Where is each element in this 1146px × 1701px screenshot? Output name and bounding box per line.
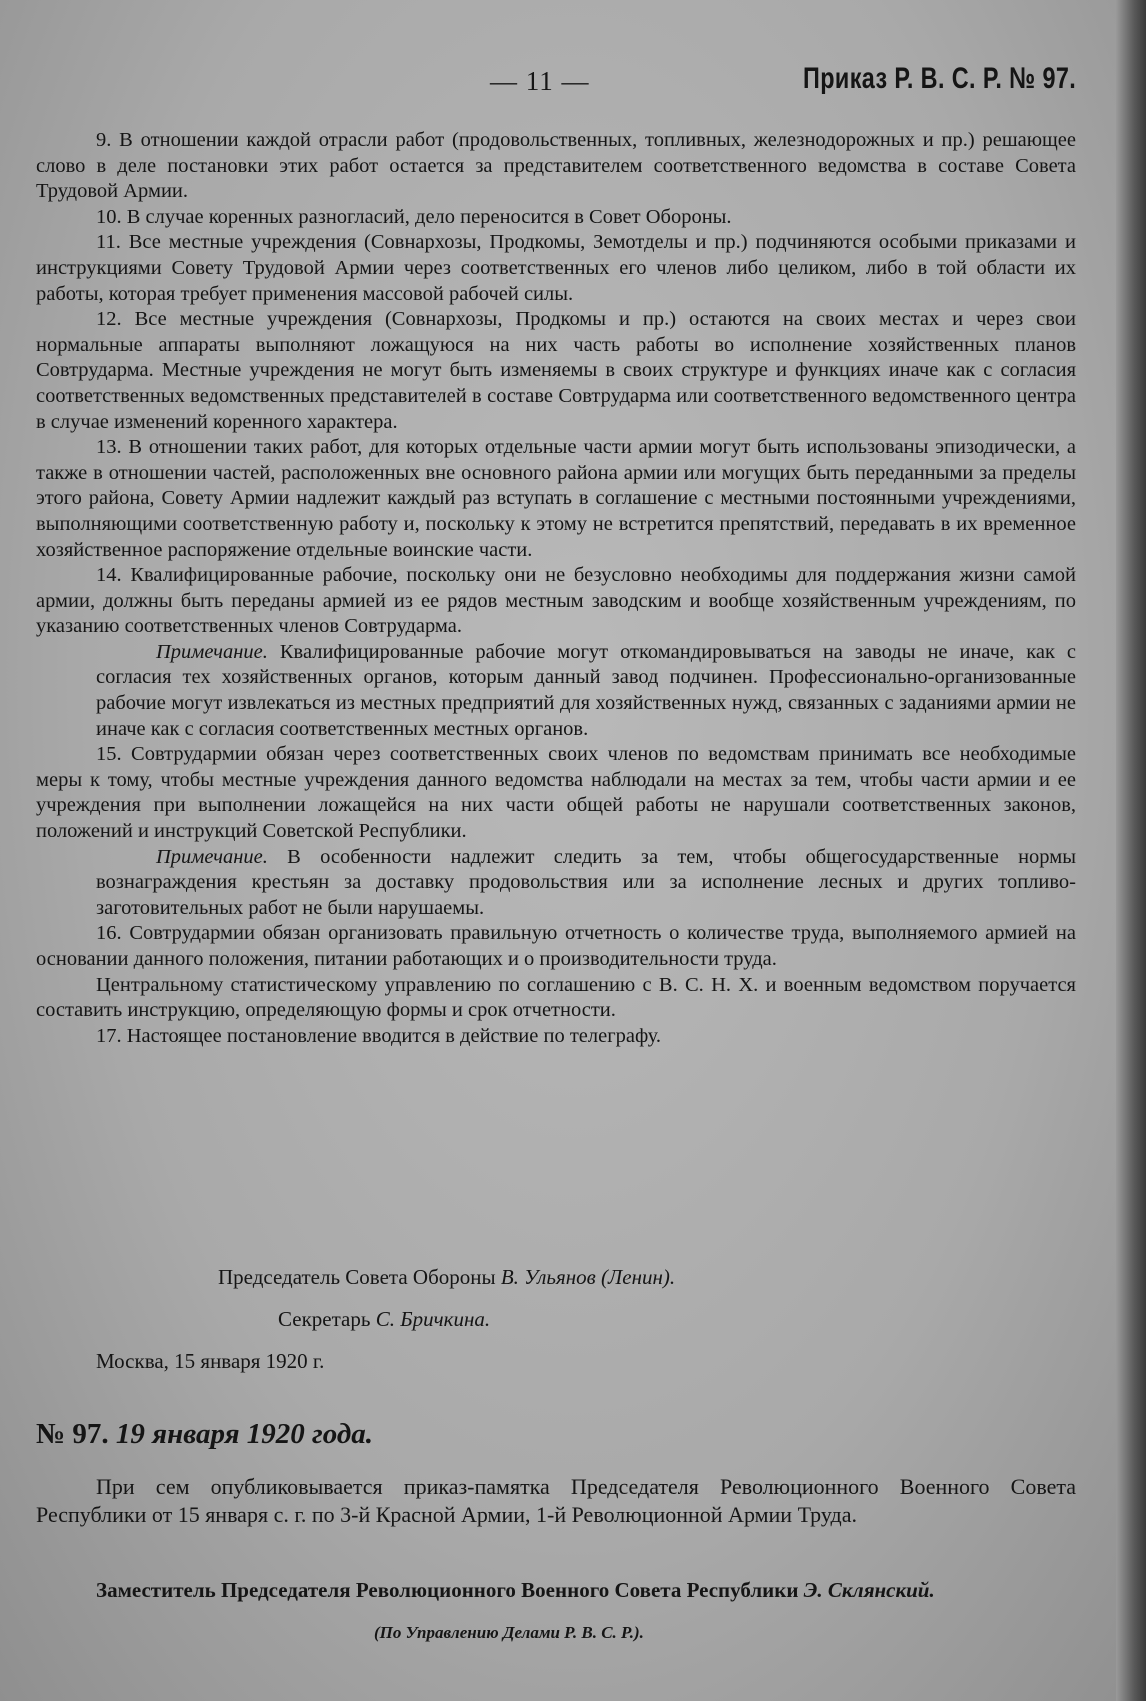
order-date: 19 января 1920 года. — [108, 1418, 373, 1450]
paragraph-14: 14. Квалифицированные рабочие, поскольку они не безусловно необходимы для поддержания жизни самой армии, должны быть переданы армией из ее рядов местным заводским и вообще хозяйственным учреждениям, по указанию соответственных членов Совтрударма. — [36, 564, 1076, 638]
chairman-name: В. Ульянов (Ленин). — [500, 1265, 676, 1289]
page-header — [0, 62, 1146, 106]
paragraph-11: 11. Все местные учреждения (Совнархозы, Продкомы, Земотделы и пр.) подчиняются особыми приказами и инструкциями Совету Трудовой Армии через соответственных его членов либо целиком, либо в той области их работы, которая требует применения массовой рабочей силы. — [36, 231, 1076, 305]
note-label: Примечание. — [156, 640, 268, 663]
place-date: Москва, 15 января 1920 г. — [96, 1349, 325, 1373]
order-number: № 97. — [36, 1418, 109, 1450]
deputy-name: Э. Склянский. — [803, 1578, 935, 1602]
order-title: Приказ Р. В. С. Р. № 97. — [802, 62, 1076, 95]
page-edge-shadow — [1116, 0, 1146, 1701]
paragraph-10: 10. В случае коренных разногласий, дело переносится в Совет Обороны. — [96, 205, 732, 228]
chairman-signature — [218, 1265, 675, 1290]
note-15 — [96, 845, 1076, 922]
paragraph-12: 12. Все местные учреждения (Совнархозы, Продкомы и пр.) остаются на своих местах и через свои нормальные аппараты выполняют ложащуюся на них часть работы во исполнение хозяйственных планов Совтрударма. Местные учреждения не могут быть изменяемы в своих структуре и функциях иначе как с согласия соответственных ведомственных представителей в составе Совтрударма или соответственного ведомственного центра в случае изменений коренного характера. — [36, 308, 1076, 433]
note-text: В особенности надлежит следить за тем, чтобы общегосударственные нормы вознаграждения крестьян за доставку продовольствия или за исполнение лесных и других топливо-заготовительных работ не были нарушаемы. — [96, 845, 1076, 919]
deputy-signature — [96, 1578, 935, 1603]
paragraph-13: 13. В отношении таких работ, для которых отдельные части армии могут быть использованы эпизодически, а также в отношении частей, расположенных вне основного района армии или могущих быть переданными за пределы этого района, Совету Армии надлежит каждый раз вступать в соглашение с местными постоянными учреждениями, выполняющими соответственную работу и, поскольку к этому не встретится препятствий, передавать в их временное хозяйственное распоряжение отдельные воинские части. — [36, 436, 1076, 561]
secretary-signature — [278, 1307, 490, 1332]
paragraph-16: 16. Совтрудармии обязан организовать правильную отчетность о количестве труда, выполняемого армией на основании данного положения, питании работающих и о производительности труда. — [36, 922, 1076, 970]
page-number: — 11 — — [490, 66, 590, 96]
paragraph-16-statistics: Центральному статистическому управлению по соглашению с В. С. Н. Х. и военным ведомством поручается составить инструкцию, определяющую формы и срок отчетности. — [36, 973, 1076, 1022]
office-note: (По Управлению Делами Р. В. С. Р.). — [374, 1623, 644, 1642]
deputy-title: Заместитель Председателя Революционного Военного Совета Республики — [96, 1578, 804, 1602]
chairman-title: Председатель Совета Обороны — [218, 1265, 501, 1289]
order-heading — [36, 1418, 373, 1451]
note-text: Квалифицированные рабочие могут откомандировываться на заводы не иначе, как с согласия тех хозяйственных органов, которым данный завод подчинен. Профессионально-организованные рабочие могут извлекаться из местных предприятий для хозяйственных нужд, связанных с заданиями армии не иначе как с согласия соответственных местных органов. — [96, 640, 1076, 740]
body-text — [36, 128, 1076, 1049]
paragraph-9: 9. В отношении каждой отрасли работ (продовольственных, топливных, железнодорожных и пр.) решающее слово в деле постановки этих работ остается за представителем соответственного ведомства в составе Совета Трудовой Армии. — [36, 129, 1076, 203]
order-text: При сем опубликовывается приказ-памятка Председателя Революционного Военного Совета Республики от 15 января с. г. по 3-й Красной Армии, 1-й Революционной Армии Труда. — [36, 1474, 1076, 1527]
paragraph-17: 17. Настоящее постановление вводится в действие по телеграфу. — [96, 1024, 662, 1047]
secretary-name: С. Бричкина. — [375, 1307, 491, 1331]
paragraph-15: 15. Совтрудармии обязан через соответственных своих членов по ведомствам принимать все необходимые меры к тому, чтобы местные учреждения данного ведомства наблюдали на местах за тем, чтобы части армии и ее учреждения при выполнении ложащейся на них части общей работы не нарушали соответственных законов, положений и инструкций Советской Республики. — [36, 743, 1076, 843]
note-label: Примечание. — [156, 845, 268, 868]
secretary-title: Секретарь — [278, 1307, 376, 1331]
note-14 — [96, 640, 1076, 742]
